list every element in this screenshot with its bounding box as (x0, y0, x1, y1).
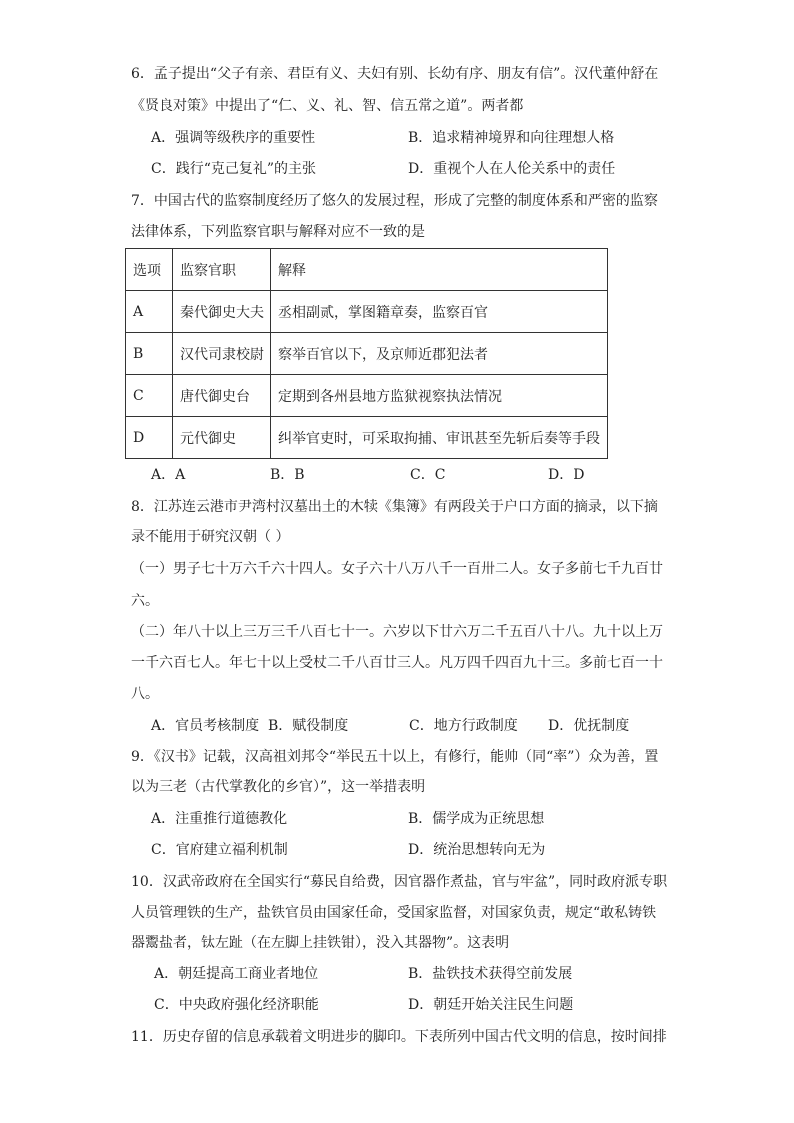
table-row (126, 375, 608, 417)
q9-stem-line1: 9．《汉书》记载，汉高祖刘邦令“举民五十以上，有修行，能帅（同“率”）众为善，置 (131, 749, 659, 765)
q9-option-a: A．注重推行道德教化 (151, 811, 288, 827)
table-header-row (126, 249, 608, 291)
q11-stem-line1: 11．历史存留的信息承载着文明进步的脚印。下表所列中国古代文明的信息，按时间排 (131, 1029, 667, 1045)
table-cell: 纠举官吏时，可采取拘捕、审讯甚至先斩后奏等手段 (271, 417, 608, 459)
q8-option-c: C．地方行政制度 (409, 718, 518, 734)
q10-stem-line3: 器鬻盐者，钛左趾（在左脚上挂铁钳），没入其器物”。这表明 (131, 935, 510, 951)
table-cell: 丞相副贰，掌图籍章奏，监察百官 (271, 291, 608, 333)
q7-option-b: B．B (270, 467, 305, 483)
q7-option-c: C．C (410, 467, 446, 483)
table-header-cell: 选项 (126, 249, 173, 291)
q9-stem-line2: 以为三老（古代掌教化的乡官）”，这一举措表明 (131, 779, 426, 795)
q7-option-d: D．D (548, 467, 585, 483)
table-cell: 定期到各州县地方监狱视察执法情况 (271, 375, 608, 417)
q10-option-a: A．朝廷提高工商业者地位 (154, 966, 319, 982)
table-header-cell: 监察官职 (173, 249, 271, 291)
q8-option-d: D．优抚制度 (548, 718, 630, 734)
q8-excerpt-2-line3: 八。 (131, 686, 159, 702)
q7-stem-line1: 7．中国古代的监察制度经历了悠久的发展过程，形成了完整的制度体系和严密的监察 (131, 193, 658, 209)
table-cell: 唐代御史台 (173, 375, 271, 417)
table-cell: A (126, 291, 173, 333)
table-cell: 汉代司隶校尉 (173, 333, 271, 375)
q6-stem-line2: 《贤良对策》中提出了“仁、义、礼、智、信五常之道”。两者都 (131, 98, 524, 114)
q6-option-d: D．重视个人在人伦关系中的责任 (408, 161, 616, 177)
q8-excerpt-1-line2: 六。 (131, 593, 159, 609)
q7-table (125, 248, 608, 459)
q8-excerpt-1-line1: （一）男子七十万六千六十四人。女子六十八万八千一百卅二人。女子多前七千九百廿 (131, 561, 663, 577)
table-cell: B (126, 333, 173, 375)
q10-stem-line2: 人员管理铁的生产，盐铁官员由国家任命，受国家监督，对国家负责，规定“敢私铸铁 (131, 905, 657, 921)
q8-excerpt-2-line1: （二）年八十以上三万三千八百七十一。六岁以下廿六万二千五百八十八。九十以上万 (131, 624, 663, 640)
q10-stem-line1: 10．汉武帝政府在全国实行“募民自给费，因官器作煮盐，官与牢盆”，同时政府派专职 (131, 874, 668, 890)
q6-stem-line1: 6．孟子提出“父子有亲、君臣有义、夫妇有别、长幼有序、朋友有信”。汉代董仲舒在 (131, 66, 659, 82)
table-row (126, 417, 608, 459)
q6-option-b: B．追求精神境界和向往理想人格 (408, 130, 615, 146)
table-cell: C (126, 375, 173, 417)
q7-option-a: A．A (151, 467, 186, 483)
table-row (126, 333, 608, 375)
q10-option-d: D．朝廷开始关注民生问题 (408, 997, 574, 1013)
q6-option-a: A．强调等级秩序的重要性 (151, 130, 316, 146)
table-row (126, 291, 608, 333)
table-header-cell: 解释 (271, 249, 608, 291)
table-cell: 察举百官以下，及京师近郡犯法者 (271, 333, 608, 375)
q8-stem-line1: 8．江苏连云港市尹湾村汉墓出土的木犊《集簿》有两段关于户口方面的摘录，以下摘 (131, 499, 658, 515)
q9-option-b: B．儒学成为正统思想 (408, 811, 545, 827)
q6-option-c: C．践行“克己复礼”的主张 (151, 161, 317, 177)
q8-option-b: B．赋役制度 (268, 718, 349, 734)
q7-stem-line2: 法律体系，下列监察官职与解释对应不一致的是 (131, 224, 425, 240)
q10-option-c: C．中央政府强化经济职能 (154, 997, 319, 1013)
q9-option-d: D．统治思想转向无为 (408, 842, 546, 858)
table-cell: D (126, 417, 173, 459)
table-cell: 元代御史 (173, 417, 271, 459)
q8-excerpt-2-line2: 一千六百七人。年七十以上受杖二千八百廿三人。凡万四千四百九十三。多前七百一十 (131, 655, 663, 671)
q9-option-c: C．官府建立福利机制 (151, 842, 288, 858)
q8-stem-line2: 录不能用于研究汉朝（ ） (131, 529, 290, 545)
q10-option-b: B．盐铁技术获得空前发展 (408, 966, 573, 982)
q8-option-a: A．官员考核制度 (151, 718, 260, 734)
table-cell: 秦代御史大夫 (173, 291, 271, 333)
